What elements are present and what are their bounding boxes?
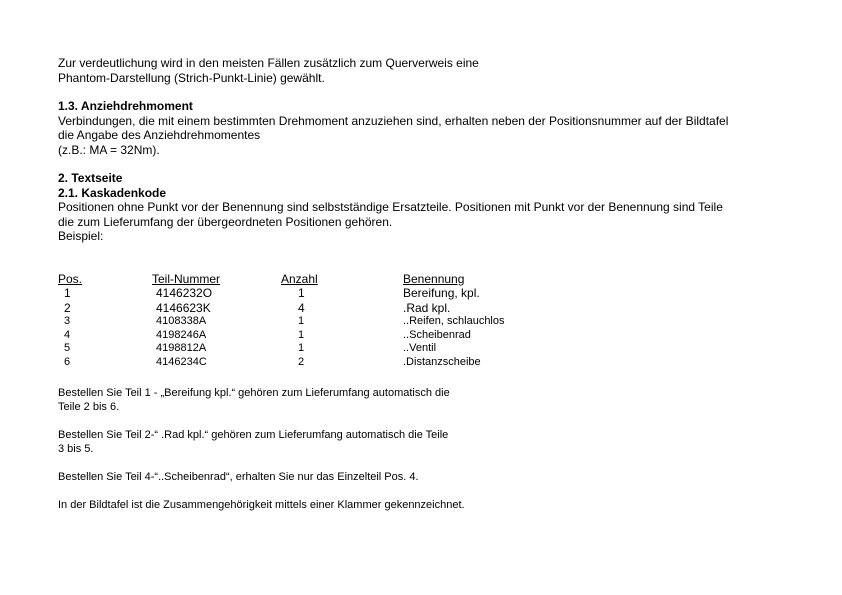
- cell-pos: 4: [64, 328, 71, 341]
- cell-teil-nummer: 4198812A: [156, 342, 207, 354]
- section-2-heading: 2. Textseite: [58, 171, 123, 185]
- table-header-row: [58, 272, 798, 287]
- cell-benennung: ..Ventil: [403, 342, 437, 354]
- section-1-3-line-1: Verbindungen, die mit einem bestimmten Drehmoment anzuziehen sind, erhalten neben der Positionsnummer auf der Bildtafel: [58, 113, 729, 128]
- note-2-line-2: 3 bis 5.: [58, 442, 94, 455]
- section-2-line-1: Positionen ohne Punkt vor der Benennung sind selbstständige Ersatzteile. Positionen mit Punkt vor der Benennung sind Teile: [58, 200, 723, 214]
- cell-anzahl: 2: [298, 355, 305, 368]
- note-3: Bestellen Sie Teil 4-“..Scheibenrad“, erhalten Sie nur das Einzelteil Pos. 4.: [58, 470, 419, 483]
- cell-benennung: ..Reifen, schlauchlos: [403, 315, 505, 327]
- section-1-3-heading: 1.3. Anziehdrehmoment: [58, 99, 193, 113]
- cell-benennung: .Rad kpl.: [403, 300, 451, 315]
- section-2-1-heading: 2.1. Kaskadenkode: [58, 185, 167, 200]
- cell-pos: 2: [64, 300, 71, 315]
- cell-benennung: Bereifung, kpl.: [403, 286, 480, 300]
- cell-pos: 1: [64, 286, 71, 300]
- section-1-3-line-3: (z.B.: MA = 32Nm).: [58, 142, 160, 157]
- intro-line-2: Phantom-Darstellung (Strich-Punkt-Linie) gewählt.: [58, 70, 325, 85]
- section-1-3-line-2: die Angabe des Anziehdrehmomentes: [58, 128, 261, 142]
- cell-anzahl: 1: [298, 315, 305, 327]
- cell-anzahl: 4: [298, 300, 305, 315]
- cell-benennung: .Distanzscheibe: [403, 355, 481, 368]
- header-benennung: Benennung: [403, 271, 465, 286]
- header-pos: Pos.: [58, 271, 83, 286]
- document-page: [58, 56, 798, 512]
- cell-pos: 3: [64, 315, 71, 327]
- table-row: [58, 342, 798, 356]
- cell-benennung: ..Scheibenrad: [403, 328, 471, 341]
- note-4: In der Bildtafel ist die Zusammengehörigkeit mittels einer Klammer gekennzeichnet.: [58, 498, 465, 511]
- note-2-line-1: Bestellen Sie Teil 2-“ .Rad kpl.“ gehören zum Lieferumfang automatisch die Teile: [58, 428, 449, 441]
- note-1-line-1: Bestellen Sie Teil 1 - „Bereifung kpl.“ gehören zum Lieferumfang automatisch die: [58, 386, 450, 399]
- intro-line-1: Zur verdeutlichung wird in den meisten Fällen zusätzlich zum Querverweis eine: [58, 56, 479, 70]
- cell-teil-nummer: 4146234C: [156, 355, 207, 368]
- note-1-line-2: Teile 2 bis 6.: [58, 400, 120, 413]
- table-row: [58, 329, 798, 343]
- notes-section: [58, 386, 798, 512]
- section-2-line-2: die zum Lieferumfang der übergeordneten Positionen gehören.: [58, 214, 393, 229]
- table-row: [58, 286, 798, 301]
- cell-anzahl: 1: [298, 342, 305, 354]
- cell-pos: 6: [64, 355, 71, 368]
- header-anzahl: Anzahl: [281, 271, 318, 286]
- cell-pos: 5: [64, 342, 71, 354]
- table-row: [58, 301, 798, 316]
- header-teil-nummer: Teil-Nummer: [152, 271, 221, 286]
- cell-anzahl: 1: [298, 286, 305, 300]
- cell-teil-nummer: 4108338A: [156, 315, 207, 327]
- table-row: [58, 315, 798, 329]
- parts-table: [58, 271, 798, 368]
- cell-teil-nummer: 4146232O: [156, 286, 213, 300]
- section-2-line-3: Beispiel:: [58, 229, 104, 243]
- table-row: [58, 356, 798, 370]
- cell-teil-nummer: 4146623K: [156, 300, 211, 315]
- cell-anzahl: 1: [298, 328, 305, 341]
- cell-teil-nummer: 4198246A: [156, 328, 207, 341]
